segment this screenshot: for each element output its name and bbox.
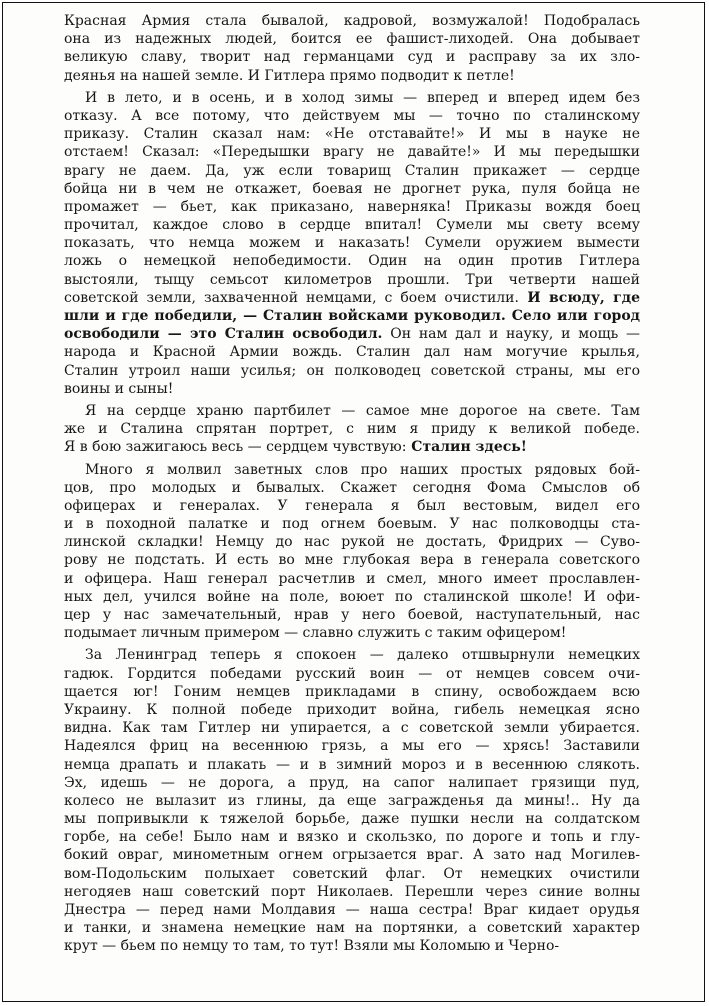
bold-text: Сталин здесь! <box>406 439 527 456</box>
paragraph <box>64 12 640 85</box>
plain-text: И в лето, и в осень, и в холод зимы — вперед и вперед идем без <box>85 89 640 106</box>
plain-text: мы попривыкли к тяжелой борьбе, даже пушки несли на солдатском <box>64 811 640 828</box>
text-line <box>64 551 640 569</box>
text-line <box>64 107 640 125</box>
plain-text: приказу. Сталин сказал нам: «Не отставайте!» И мы в науке не <box>64 126 640 143</box>
plain-text: деянья на нашей земле. И Гитлера прямо подводит к петле! <box>64 67 515 84</box>
text-line <box>64 402 640 420</box>
text-line <box>64 343 640 361</box>
text-line <box>64 570 640 588</box>
text-line <box>64 756 640 774</box>
plain-text: линской складки! Немцу до нас рукой не достать, Фридрих — Суво- <box>64 534 640 551</box>
text-line <box>64 125 640 143</box>
plain-text: Надеялся фриц на весеннюю грязь, а мы его — хрясь! Заставили <box>64 738 640 755</box>
plain-text: отказу. А все потому, что действуем мы — точно по сталинскому <box>64 107 640 124</box>
text-line <box>64 792 640 810</box>
paragraph <box>64 402 640 457</box>
plain-text: щается юг! Гоним немцев прикладами в спину, освобождаем всю <box>64 683 640 700</box>
plain-text: и в походной палатке и под огнем боевым. У нас полководцы ста- <box>64 516 640 533</box>
bold-text: освободили — это Сталин освободил. <box>64 326 383 343</box>
plain-text: она из надежных людей, боится ее фашист-лиходей. Она добывает <box>64 31 640 48</box>
plain-text: же и Сталина спрятан портрет, с ним я приду к великой победе. <box>64 421 640 438</box>
plain-text: Много я молвил заветных слов про наших простых рядовых бой- <box>85 461 640 478</box>
text-line <box>64 271 640 289</box>
plain-text: офицерах и генералах. У генерала я был вестовым, видел его <box>64 497 640 514</box>
plain-text: видна. Как там Гитлер ни упирается, а с советской земли убирается. <box>64 720 640 737</box>
text-line <box>64 143 640 161</box>
text-line <box>64 89 640 107</box>
plain-text: бойца ни в чем не откажет, боевая не дрогнет рука, пуля бойца не <box>64 180 640 197</box>
text-line <box>64 307 640 325</box>
text-line <box>64 461 640 479</box>
text-line <box>64 180 640 198</box>
plain-text: и офицера. Наш генерал расчетлив и смел, много имеет прославлен- <box>64 570 640 587</box>
plain-text: вом-Подольским полыхает советский флаг. От немецких очистили <box>64 865 640 882</box>
text-line <box>64 919 640 937</box>
text-line <box>64 420 640 438</box>
plain-text: негодяев наш советский порт Николаев. Перешли через синие волны <box>64 883 640 900</box>
bold-text: шли и где победили, — Сталин войсками руководил. Село или город <box>64 308 640 324</box>
plain-text: Он нам дал и науку, и мощь — <box>382 326 640 343</box>
plain-text: ных дел, учился войне на поле, воюет по сталинской школе! И офи- <box>64 588 640 605</box>
text-line <box>64 67 640 85</box>
plain-text: воины и сыны! <box>64 380 174 397</box>
plain-text: колесо не вылазит из глины, да еще загражденья да мины!.. Ну да <box>64 792 640 809</box>
bold-text: И всюду, где <box>518 289 640 306</box>
plain-text: Украину. К полной победе приходит война, гибель немецкая ясно <box>64 701 640 718</box>
text-line <box>64 719 640 737</box>
text-line <box>64 683 640 701</box>
text-line <box>64 216 640 234</box>
text-line <box>64 665 640 683</box>
text-line <box>64 810 640 828</box>
text-line <box>64 325 640 343</box>
paragraph <box>64 89 640 398</box>
text-line <box>64 883 640 901</box>
plain-text: гадюк. Гордится победами русский воин — от немцев совсем очи- <box>64 665 640 682</box>
text-line <box>64 901 640 919</box>
plain-text: советской земли, захваченной немцами, с боем очистили. <box>64 289 519 306</box>
plain-text: отстаем! Сказал: «Передышки врагу не давайте!» И мы передышки <box>64 144 640 161</box>
text-line <box>64 234 640 252</box>
text-line <box>64 48 640 66</box>
text-line <box>64 252 640 270</box>
plain-text: врагу не даем. Да, уж если товарищ Сталин прикажет — сердце <box>64 162 640 179</box>
plain-text: ложь о немецкой непобедимости. Один на один против Гитлера <box>64 253 640 270</box>
text-line <box>64 533 640 551</box>
plain-text: промажет — бьет, как приказано, наверняка! Приказы вождя боец <box>64 198 640 215</box>
text-line <box>64 12 640 30</box>
text-line <box>64 624 640 642</box>
text-line <box>64 828 640 846</box>
text-line <box>64 380 640 398</box>
text-line <box>64 30 640 48</box>
text-line <box>64 479 640 497</box>
plain-text: выстояли, тыщу семьсот километров прошли. Три четверти нашей <box>64 271 640 288</box>
text-line <box>64 588 640 606</box>
plain-text: цов, про молодых и бывалых. Скажет сегодня Фома Смыслов об <box>64 479 640 496</box>
plain-text: цер у нас замечательный, нрав у него боевой, наступательный, нас <box>64 607 640 623</box>
document-page <box>64 12 640 960</box>
plain-text: Сталин утроил наши усилья; он полководец советской страны, мы его <box>64 362 640 379</box>
text-line <box>64 846 640 864</box>
text-line <box>64 774 640 792</box>
plain-text: Днестра — перед нами Молдавия — наша сестра! Враг кидает орудья <box>64 902 640 918</box>
text-line <box>64 515 640 533</box>
plain-text: и танки, и знамена немецкие нам на портянки, а советский характер <box>64 920 640 937</box>
text-line <box>64 497 640 515</box>
text-line <box>64 162 640 180</box>
plain-text: Я на сердце храню партбилет — самое мне дорогое на свете. Там <box>85 402 640 419</box>
plain-text: показать, что немца можем и наказать! Сумели оружием вымести <box>64 235 640 252</box>
text-line <box>64 289 640 307</box>
plain-text: За Ленинград теперь я спокоен — далеко отшвырнули немецких <box>85 647 640 664</box>
text-line <box>64 362 640 380</box>
plain-text: подымает личным примером — славно служить с таким офицером! <box>64 625 567 642</box>
plain-text: рову не подстать. И есть во мне глубокая вера в генерала советского <box>64 552 640 569</box>
text-line <box>64 737 640 755</box>
text-line <box>64 865 640 883</box>
plain-text: прочитал, каждое слово в сердце впитал! Сумели мы свету всему <box>64 217 640 234</box>
text-line <box>64 646 640 664</box>
text-line <box>64 438 640 456</box>
paragraph <box>64 646 640 955</box>
text-line <box>64 606 640 624</box>
plain-text: Эх, идешь — не дорога, а пруд, на сапог налипает грязищи пуд, <box>64 774 640 791</box>
plain-text: горбе, на себе! Было нам и вязко и скользко, по дороге и топь и глу- <box>64 829 640 846</box>
plain-text: народа и Красной Армии вождь. Сталин дал нам могучие крылья, <box>64 344 640 361</box>
plain-text: Я в бою зажигаюсь весь — сердцем чувствую: <box>64 439 407 456</box>
text-line <box>64 937 640 955</box>
plain-text: бокий овраг, минометным огнем огрызается враг. А зато над Могилев- <box>64 847 640 864</box>
text-line <box>64 701 640 719</box>
paragraph <box>64 461 640 643</box>
plain-text: крут — бьем по немцу то там, то тут! Взяли мы Коломыю и Черно- <box>64 938 560 955</box>
text-line <box>64 198 640 216</box>
plain-text: Красная Армия стала бывалой, кадровой, возмужалой! Подобралась <box>64 13 640 29</box>
plain-text: великую славу, творит над германцами суд и расправу за их зло- <box>64 49 640 66</box>
plain-text: немца драпать и плакать — и в зимний мороз и в весеннюю слякоть. <box>64 756 640 773</box>
